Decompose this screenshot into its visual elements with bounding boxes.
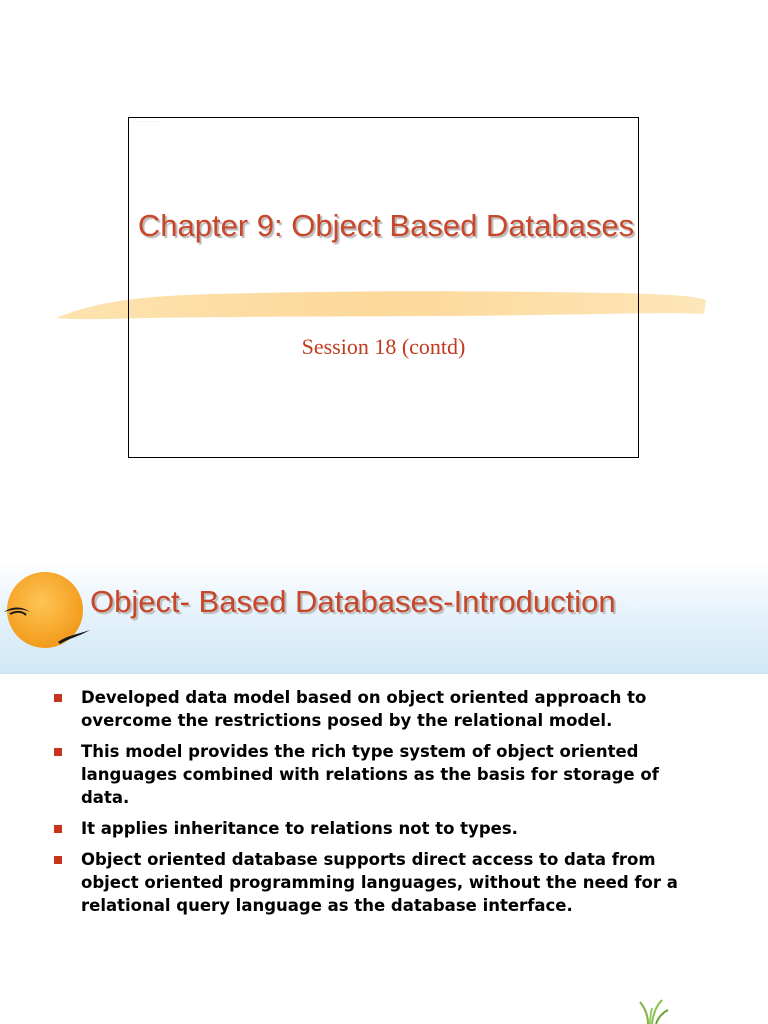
section-heading: Object- Based Databases-Introduction	[90, 584, 616, 619]
title-slide-frame	[128, 117, 639, 458]
bullet-text: Developed data model based on object oriented approach to overcome the restrictions posed by the relational model.	[81, 688, 647, 730]
square-bullet-icon	[54, 694, 62, 702]
list-item	[50, 848, 710, 917]
square-bullet-icon	[54, 748, 62, 756]
bullet-list	[50, 686, 710, 925]
bullet-text: This model provides the rich type system of object oriented languages combined with relations as the basis for storage of data.	[81, 742, 659, 807]
session-subtitle: Session 18 (contd)	[301, 334, 466, 359]
sun-with-birds-icon	[0, 570, 100, 650]
list-item	[50, 817, 710, 840]
bullet-text: It applies inheritance to relations not to types.	[81, 819, 518, 838]
chapter-title: Chapter 9: Object Based Databases	[137, 208, 635, 243]
bullet-text: Object oriented database supports direct access to data from object oriented programming languages, without the need for a relational query language as the database interface.	[81, 850, 678, 915]
square-bullet-icon	[54, 825, 62, 833]
list-item	[50, 686, 710, 732]
list-item	[50, 740, 710, 809]
grass-icon	[634, 998, 674, 1024]
square-bullet-icon	[54, 856, 62, 864]
slide-footer-text: ·····························	[132, 119, 161, 123]
